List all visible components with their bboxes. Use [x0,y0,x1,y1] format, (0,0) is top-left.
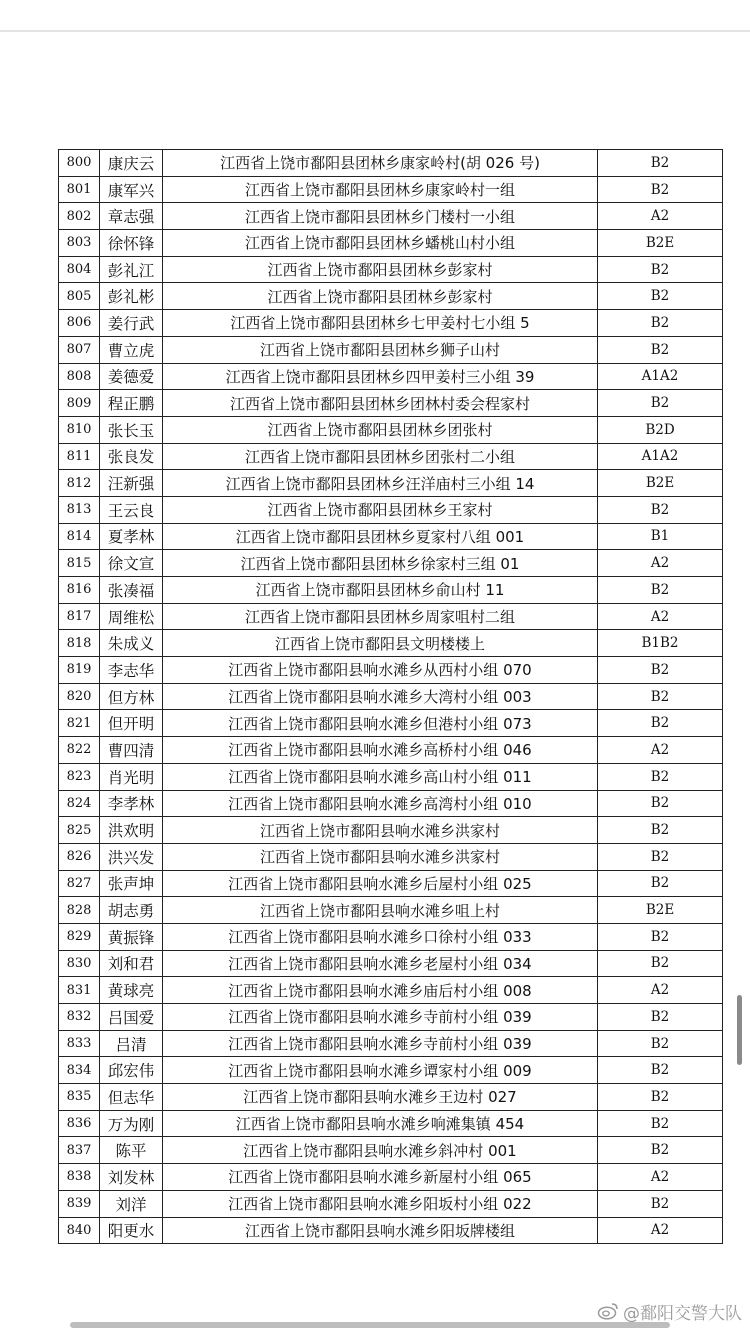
row-number: 836 [59,1110,100,1137]
row-number: 837 [59,1137,100,1164]
table-row [59,897,723,924]
driver-name: 刘发林 [100,1164,163,1191]
driver-address: 江西省上饶市鄱阳县响水滩乡寺前村小组 039 [163,1004,598,1031]
license-class: B2 [598,283,723,310]
driver-name: 吕国爱 [100,1004,163,1031]
table-row [59,1164,723,1191]
driver-address: 江西省上饶市鄱阳县响水滩乡谭家村小组 009 [163,1057,598,1084]
table-row [59,1030,723,1057]
driver-name: 康庆云 [100,150,163,177]
row-number: 819 [59,657,100,684]
license-class: A2 [598,550,723,577]
table-row [59,630,723,657]
table-row [59,470,723,497]
driver-address: 江西省上饶市鄱阳县团林乡康家岭村(胡 026 号) [163,150,598,177]
driver-address: 江西省上饶市鄱阳县响水滩乡新屋村小组 065 [163,1164,598,1191]
watermark-text: @鄱阳交警大队 [623,1303,742,1324]
driver-name: 曹立虎 [100,336,163,363]
license-class: B2 [598,763,723,790]
driver-name: 黄球亮 [100,977,163,1004]
driver-address: 江西省上饶市鄱阳县团林乡彭家村 [163,283,598,310]
row-number: 803 [59,230,100,257]
row-number: 808 [59,363,100,390]
horizontal-scrollbar[interactable] [70,1322,670,1328]
row-number: 824 [59,790,100,817]
driver-address: 江西省上饶市鄱阳县文明楼楼上 [163,630,598,657]
driver-address: 江西省上饶市鄱阳县响水滩乡从西村小组 070 [163,657,598,684]
row-number: 821 [59,710,100,737]
table-row [59,657,723,684]
row-number: 809 [59,390,100,417]
license-class: B2 [598,390,723,417]
weibo-watermark [597,1296,742,1326]
table-row [59,737,723,764]
license-class: B2 [598,1004,723,1031]
row-number: 822 [59,737,100,764]
license-class: B2 [598,1030,723,1057]
license-class: B2 [598,657,723,684]
driver-address: 江西省上饶市鄱阳县响水滩乡庙后村小组 008 [163,977,598,1004]
table-row [59,977,723,1004]
table-row [59,817,723,844]
driver-address: 江西省上饶市鄱阳县响水滩乡洪家村 [163,817,598,844]
license-class: B1 [598,523,723,550]
license-class: B2 [598,870,723,897]
driver-address: 江西省上饶市鄱阳县团林乡周家咀村二组 [163,603,598,630]
license-class: A1A2 [598,363,723,390]
row-number: 823 [59,763,100,790]
table-row [59,416,723,443]
license-class: A2 [598,1217,723,1244]
driver-address: 江西省上饶市鄱阳县团林乡团张村 [163,416,598,443]
row-number: 826 [59,843,100,870]
driver-name: 张长玉 [100,416,163,443]
row-number: 830 [59,950,100,977]
license-class: B2 [598,256,723,283]
license-class: A2 [598,977,723,1004]
driver-name: 但开明 [100,710,163,737]
driver-name: 朱成义 [100,630,163,657]
row-number: 801 [59,176,100,203]
row-number: 818 [59,630,100,657]
driver-name: 徐怀锋 [100,230,163,257]
driver-name: 洪兴发 [100,843,163,870]
row-number: 810 [59,416,100,443]
driver-address: 江西省上饶市鄱阳县团林乡团林村委会程家村 [163,390,598,417]
row-number: 832 [59,1004,100,1031]
driver-roster-table [58,149,723,1244]
license-class: B2 [598,843,723,870]
row-number: 820 [59,683,100,710]
row-number: 807 [59,336,100,363]
row-number: 829 [59,923,100,950]
license-class: B2 [598,790,723,817]
license-class: B2 [598,683,723,710]
row-number: 827 [59,870,100,897]
driver-address: 江西省上饶市鄱阳县响水滩乡寺前村小组 039 [163,1030,598,1057]
row-number: 815 [59,550,100,577]
table-row [59,310,723,337]
driver-name: 姜德爱 [100,363,163,390]
license-class: A2 [598,603,723,630]
driver-name: 李志华 [100,657,163,684]
driver-name: 但方林 [100,683,163,710]
table-row [59,1110,723,1137]
table-row [59,950,723,977]
driver-address: 江西省上饶市鄱阳县响水滩乡咀上村 [163,897,598,924]
driver-address: 江西省上饶市鄱阳县团林乡彭家村 [163,256,598,283]
driver-address: 江西省上饶市鄱阳县响水滩乡高桥村小组 046 [163,737,598,764]
vertical-scrollbar[interactable] [737,995,742,1065]
driver-address: 江西省上饶市鄱阳县响水滩乡阳坂村小组 022 [163,1190,598,1217]
license-class: B2 [598,577,723,604]
driver-address: 江西省上饶市鄱阳县响水滩乡洪家村 [163,843,598,870]
license-class: B2E [598,470,723,497]
row-number: 804 [59,256,100,283]
driver-name: 刘洋 [100,1190,163,1217]
driver-address: 江西省上饶市鄱阳县团林乡门楼村一小组 [163,203,598,230]
license-class: B2 [598,817,723,844]
row-number: 834 [59,1057,100,1084]
driver-address: 江西省上饶市鄱阳县团林乡团张村二小组 [163,443,598,470]
driver-name: 肖光明 [100,763,163,790]
table-row [59,870,723,897]
row-number: 840 [59,1217,100,1244]
table-row [59,203,723,230]
row-number: 811 [59,443,100,470]
driver-name: 洪欢明 [100,817,163,844]
license-class: B2E [598,897,723,924]
row-number: 833 [59,1030,100,1057]
table-row [59,923,723,950]
license-class: B2 [598,176,723,203]
table-row [59,443,723,470]
table-row [59,763,723,790]
row-number: 831 [59,977,100,1004]
driver-address: 江西省上饶市鄱阳县团林乡徐家村三组 01 [163,550,598,577]
table-row [59,1190,723,1217]
table-row [59,523,723,550]
driver-name: 姜行武 [100,310,163,337]
row-number: 805 [59,283,100,310]
driver-name: 夏孝林 [100,523,163,550]
license-class: B2 [598,336,723,363]
table-row [59,283,723,310]
driver-address: 江西省上饶市鄱阳县响水滩乡后屋村小组 025 [163,870,598,897]
row-number: 813 [59,496,100,523]
license-class: B2 [598,1190,723,1217]
driver-name: 陈平 [100,1137,163,1164]
license-class: B2 [598,1110,723,1137]
top-bar [0,0,750,32]
driver-name: 章志强 [100,203,163,230]
table-row [59,230,723,257]
driver-name: 曹四清 [100,737,163,764]
row-number: 800 [59,150,100,177]
driver-name: 彭礼彬 [100,283,163,310]
license-class: B2 [598,310,723,337]
license-class: B2 [598,150,723,177]
top-divider [0,30,750,32]
table-row [59,843,723,870]
driver-address: 江西省上饶市鄱阳县响水滩乡斜冲村 001 [163,1137,598,1164]
license-class: B2 [598,950,723,977]
table-row [59,390,723,417]
driver-address: 江西省上饶市鄱阳县响水滩乡大湾村小组 003 [163,683,598,710]
driver-address: 江西省上饶市鄱阳县团林乡康家岭村一组 [163,176,598,203]
license-class: B2E [598,230,723,257]
driver-address: 江西省上饶市鄱阳县团林乡夏家村八组 001 [163,523,598,550]
row-number: 814 [59,523,100,550]
row-number: 839 [59,1190,100,1217]
table-row [59,336,723,363]
driver-name: 康军兴 [100,176,163,203]
driver-address: 江西省上饶市鄱阳县响水滩乡阳坂牌楼组 [163,1217,598,1244]
driver-name: 邱宏伟 [100,1057,163,1084]
license-class: B2 [598,1084,723,1111]
driver-address: 江西省上饶市鄱阳县响水滩乡王边村 027 [163,1084,598,1111]
table-row [59,790,723,817]
driver-address: 江西省上饶市鄱阳县团林乡七甲姜村七小组 5 [163,310,598,337]
license-class: B1B2 [598,630,723,657]
table-row [59,1084,723,1111]
table-row [59,550,723,577]
driver-address: 江西省上饶市鄱阳县团林乡四甲姜村三小组 39 [163,363,598,390]
table-row [59,1137,723,1164]
roster-body [59,150,723,1244]
row-number: 816 [59,577,100,604]
driver-address: 江西省上饶市鄱阳县响水滩乡高山村小组 011 [163,763,598,790]
license-class: A1A2 [598,443,723,470]
table-row [59,496,723,523]
table-row [59,176,723,203]
weibo-icon [597,1302,619,1320]
license-class: B2 [598,923,723,950]
driver-name: 程正鹏 [100,390,163,417]
driver-name: 张凑福 [100,577,163,604]
driver-address: 江西省上饶市鄱阳县团林乡汪洋庙村三小组 14 [163,470,598,497]
driver-name: 汪新强 [100,470,163,497]
driver-address: 江西省上饶市鄱阳县响水滩乡口徐村小组 033 [163,923,598,950]
table-row [59,683,723,710]
driver-address: 江西省上饶市鄱阳县响水滩乡高湾村小组 010 [163,790,598,817]
driver-address: 江西省上饶市鄱阳县团林乡狮子山村 [163,336,598,363]
license-class: A2 [598,203,723,230]
driver-name: 周维松 [100,603,163,630]
driver-name: 万为刚 [100,1110,163,1137]
driver-name: 王云良 [100,496,163,523]
row-number: 806 [59,310,100,337]
row-number: 817 [59,603,100,630]
table-row [59,150,723,177]
driver-address: 江西省上饶市鄱阳县团林乡王家村 [163,496,598,523]
license-class: B2 [598,710,723,737]
driver-name: 刘和君 [100,950,163,977]
table-row [59,1004,723,1031]
row-number: 835 [59,1084,100,1111]
driver-name: 彭礼江 [100,256,163,283]
license-class: A2 [598,1164,723,1191]
license-class: B2 [598,496,723,523]
driver-name: 张声坤 [100,870,163,897]
license-class: B2 [598,1057,723,1084]
driver-address: 江西省上饶市鄱阳县团林乡俞山村 11 [163,577,598,604]
driver-address: 江西省上饶市鄱阳县响水滩乡老屋村小组 034 [163,950,598,977]
driver-name: 胡志勇 [100,897,163,924]
driver-name: 李孝林 [100,790,163,817]
table-row [59,256,723,283]
driver-name: 阳更水 [100,1217,163,1244]
table-row [59,1057,723,1084]
driver-address: 江西省上饶市鄱阳县团林乡蟠桃山村小组 [163,230,598,257]
driver-name: 吕清 [100,1030,163,1057]
driver-address: 江西省上饶市鄱阳县响水滩乡响滩集镇 454 [163,1110,598,1137]
driver-name: 但志华 [100,1084,163,1111]
table-row [59,710,723,737]
license-class: B2D [598,416,723,443]
table-row [59,1217,723,1244]
row-number: 802 [59,203,100,230]
row-number: 825 [59,817,100,844]
table-row [59,603,723,630]
table-row [59,363,723,390]
driver-name: 黄振锋 [100,923,163,950]
row-number: 812 [59,470,100,497]
driver-address: 江西省上饶市鄱阳县响水滩乡但港村小组 073 [163,710,598,737]
driver-name: 徐文宣 [100,550,163,577]
row-number: 838 [59,1164,100,1191]
license-class: A2 [598,737,723,764]
license-class: B2 [598,1137,723,1164]
table-row [59,577,723,604]
row-number: 828 [59,897,100,924]
driver-name: 张良发 [100,443,163,470]
